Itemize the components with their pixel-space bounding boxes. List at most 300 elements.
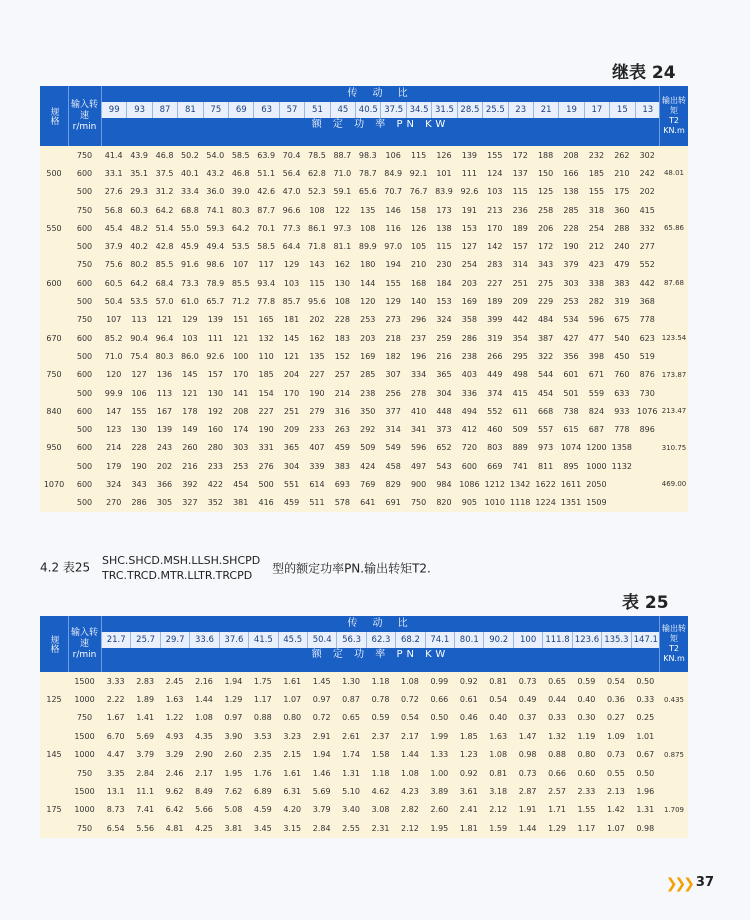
power-cell: 334 [410, 370, 427, 380]
speed-cell: 500 [76, 351, 93, 361]
ratio-7: 57 [279, 102, 304, 118]
power-cell: 8.49 [195, 787, 213, 797]
power-cell: 99.9 [104, 388, 123, 398]
speed-cell: 600 [76, 443, 93, 453]
ratio-17: 135.3 [601, 632, 630, 648]
power-cell: 253 [233, 461, 249, 471]
power-cell: 209 [283, 425, 300, 435]
power-cell: 110 [258, 351, 274, 361]
torque-cell: 48.01 [663, 169, 685, 178]
ratio-4: 37.6 [219, 632, 248, 648]
power-cell: 64.4 [282, 242, 301, 252]
power-cell: 1212 [484, 479, 505, 489]
speed-cell: 500 [76, 461, 93, 471]
power-cell: 352 [207, 498, 223, 508]
power-cell: 534 [563, 315, 579, 325]
power-cell: 339 [309, 461, 325, 471]
power-cell: 27.6 [104, 187, 123, 197]
power-cell: 327 [182, 498, 198, 508]
power-cell: 33.4 [181, 187, 199, 197]
power-cell: 552 [487, 406, 503, 416]
power-cell: 1.85 [459, 731, 478, 741]
power-cell: 415 [512, 388, 528, 398]
table-row [40, 457, 688, 475]
power-cell: 33.1 [104, 168, 123, 178]
power-cell: 8.73 [106, 805, 125, 815]
ratio-10: 40.5 [355, 102, 380, 118]
power-cell: 115 [309, 278, 325, 288]
power-cell: 615 [563, 425, 579, 435]
power-cell: 108 [334, 297, 350, 307]
power-cell: 270 [106, 498, 122, 508]
power-cell: 3.18 [489, 787, 508, 797]
table-row [40, 420, 688, 438]
power-values [101, 169, 660, 178]
power-cell: 92.1 [409, 168, 428, 178]
power-cell: 139 [461, 150, 478, 160]
power-cell: 540 [614, 333, 630, 343]
power-cell: 89.9 [358, 242, 377, 252]
power-cell: 121 [283, 351, 300, 361]
power-cell: 778 [614, 425, 630, 435]
power-cell: 233 [309, 425, 325, 435]
power-values [101, 462, 660, 471]
power-cell [635, 498, 660, 507]
power-cell: 0.25 [636, 713, 655, 723]
power-cell: 687 [588, 425, 605, 435]
power-cell: 373 [436, 425, 452, 435]
power-cell: 92.6 [206, 351, 225, 361]
power-cell: 1200 [586, 443, 607, 453]
power-cell: 277 [639, 242, 655, 252]
table25-header [40, 616, 688, 672]
power-cell: 652 [436, 443, 452, 453]
power-cell: 448 [436, 406, 452, 416]
power-cell: 260 [182, 443, 198, 453]
power-cell: 675 [614, 315, 630, 325]
power-cell: 113 [156, 388, 173, 398]
power-cell: 614 [309, 479, 325, 489]
power-cell: 319 [487, 333, 503, 343]
power-cell: 208 [563, 150, 579, 160]
table24-header [40, 86, 688, 146]
power-cell: 365 [283, 443, 300, 453]
power-cell: 74.1 [206, 205, 225, 215]
power-cell: 331 [258, 443, 274, 453]
power-cell: 182 [385, 351, 401, 361]
power-cell: 106 [385, 150, 401, 160]
power-cell: 484 [537, 315, 554, 325]
power-cell: 50.4 [104, 297, 123, 307]
power-cell: 71.8 [308, 242, 326, 252]
power-cell: 2.61 [342, 731, 360, 741]
speed-header: 输入转速 r/min [68, 86, 102, 146]
power-cell: 155 [385, 278, 401, 288]
power-cell: 1.18 [371, 768, 390, 778]
power-cell: 29.3 [130, 187, 149, 197]
power-cell: 81.1 [333, 242, 352, 252]
power-cell: 0.73 [518, 676, 537, 686]
power-cell: 2.91 [312, 731, 331, 741]
ratio-6: 45.5 [278, 632, 307, 648]
power-cell: 213 [487, 205, 503, 215]
power-cell: 1.00 [430, 768, 449, 778]
power-cell: 3.40 [342, 805, 360, 815]
power-cell: 0.33 [548, 713, 566, 723]
power-cell: 233 [207, 461, 223, 471]
power-cell: 43.2 [206, 168, 225, 178]
power-cell: 900 [410, 479, 427, 489]
power-cell: 155 [131, 406, 147, 416]
power-cell: 0.33 [636, 695, 655, 705]
power-cell: 0.65 [342, 713, 360, 723]
ratio-14: 28.5 [457, 102, 482, 118]
ratio-11: 74.1 [425, 632, 454, 648]
power-cell: 295 [512, 351, 528, 361]
power-cell: 146 [385, 205, 401, 215]
power-cell: 208 [233, 406, 249, 416]
power-values [101, 315, 660, 324]
power-cell: 392 [182, 479, 198, 489]
power-cell: 0.66 [548, 768, 566, 778]
power-cell: 122 [334, 205, 350, 215]
table-row [40, 347, 688, 365]
power-cell: 240 [614, 242, 630, 252]
power-cell: 2.31 [371, 823, 390, 833]
power-cell: 127 [461, 242, 478, 252]
power-cell: 0.54 [606, 676, 625, 686]
power-cell: 280 [207, 443, 223, 453]
table-row [40, 292, 688, 310]
power-cell: 398 [588, 351, 605, 361]
power-cell: 4.62 [371, 787, 390, 797]
power-cell: 88.7 [333, 150, 352, 160]
torque-cell: 87.68 [663, 279, 685, 288]
table-row [40, 709, 688, 727]
power-cell: 338 [588, 278, 605, 288]
power-cell: 64.2 [130, 278, 149, 288]
power-cell: 218 [385, 333, 401, 343]
power-cell: 160 [207, 425, 223, 435]
power-cell: 2.17 [401, 731, 419, 741]
power-cell: 544 [537, 370, 554, 380]
power-cell: 143 [309, 260, 325, 270]
power-cell: 2.46 [165, 768, 184, 778]
power-cell: 0.59 [371, 713, 390, 723]
power-cell: 3.33 [106, 676, 125, 686]
power-cell: 1132 [611, 461, 632, 471]
power-cell: 100 [233, 351, 249, 361]
speed-cell: 500 [76, 425, 93, 435]
power-values [101, 370, 660, 379]
table-row [40, 819, 688, 837]
power-cell: 126 [436, 150, 452, 160]
ratio-19: 17 [584, 102, 609, 118]
power-cell: 1.63 [165, 695, 184, 705]
speed-cell: 750 [76, 713, 93, 723]
power-cell: 1.17 [577, 823, 596, 833]
power-cell: 1.44 [518, 823, 537, 833]
ratio-2: 87 [152, 102, 177, 118]
chevron-icon: ❯❯❯ [665, 876, 692, 892]
power-cell: 45.4 [104, 223, 123, 233]
table25-caption: 4.2 表25 SHC.SHCD.MSH.LLSH.SHCPD TRC.TRCD.MTR.LLTR.TRCPD 型的额定功率PN.输出转矩T2. [40, 554, 431, 582]
power-cell: 286 [461, 333, 478, 343]
power-cell: 811 [537, 461, 554, 471]
power-cell: 4.25 [195, 823, 213, 833]
power-cell: 1.31 [636, 805, 655, 815]
power-cell: 283 [487, 260, 503, 270]
size-cell: 670 [46, 333, 62, 343]
power-cell: 238 [461, 351, 478, 361]
power-cell: 70.4 [282, 150, 301, 160]
power-cell: 121 [233, 333, 249, 343]
speed-cell: 1500 [74, 676, 95, 686]
power-cell: 1.29 [224, 695, 243, 705]
power-cell: 720 [461, 443, 478, 453]
power-cell: 1358 [611, 443, 632, 453]
speed-cell: 600 [76, 223, 93, 233]
power-cell: 130 [207, 388, 223, 398]
power-cell: 0.92 [459, 768, 478, 778]
power-cell: 5.10 [342, 787, 360, 797]
power-cell: 120 [106, 370, 122, 380]
power-cell: 86.0 [181, 351, 199, 361]
power-cell: 2.13 [606, 787, 625, 797]
power-cell: 144 [360, 278, 376, 288]
power-cell: 829 [385, 479, 401, 489]
power-cell: 145 [182, 370, 198, 380]
power-cell: 354 [512, 333, 528, 343]
table-row [40, 219, 688, 237]
power-cell: 2.22 [106, 695, 125, 705]
power-cell: 189 [512, 223, 528, 233]
power-cell: 896 [639, 425, 655, 435]
table25-body [40, 672, 688, 838]
power-cell: 64.2 [155, 205, 174, 215]
power-cell: 92.6 [460, 187, 479, 197]
power-cell: 57.0 [155, 297, 174, 307]
power-cell: 145 [283, 333, 300, 343]
power-cell: 228 [131, 443, 147, 453]
power-cell: 4.93 [165, 731, 184, 741]
power-cell: 1.08 [489, 750, 508, 760]
power-cell [635, 480, 660, 489]
ratio-17: 21 [533, 102, 558, 118]
size-cell: 125 [46, 695, 62, 705]
table24-title: 继表 24 [612, 63, 676, 83]
ratio-6: 63 [253, 102, 278, 118]
power-cell: 127 [131, 370, 147, 380]
power-cell: 155 [588, 187, 605, 197]
speed-cell: 1500 [74, 731, 95, 741]
power-cell: 60.3 [130, 205, 149, 215]
power-cell: 169 [461, 297, 478, 307]
power-cell: 286 [131, 498, 147, 508]
power-cell: 3.08 [371, 805, 390, 815]
power-cell: 1.99 [430, 731, 449, 741]
power-cell: 1.33 [430, 750, 449, 760]
power-cell: 75.4 [130, 351, 149, 361]
ratio-8: 56.3 [336, 632, 365, 648]
power-cell: 360 [614, 205, 630, 215]
power-cell: 0.97 [312, 695, 331, 705]
table-row [40, 764, 688, 782]
power-values [101, 443, 660, 452]
power-cell: 304 [283, 461, 300, 471]
power-cell: 1.46 [312, 768, 331, 778]
power-cell: 251 [283, 406, 300, 416]
power-cell: 876 [639, 370, 655, 380]
power-cell: 4.23 [401, 787, 419, 797]
power-cell: 3.79 [136, 750, 155, 760]
power-cell: 2.16 [195, 676, 213, 686]
power-cell: 7.41 [136, 805, 155, 815]
power-values [101, 824, 660, 833]
power-cell: 3.15 [283, 823, 302, 833]
ratio-14: 100 [513, 632, 542, 648]
ratio-20: 15 [609, 102, 634, 118]
power-cell: 0.30 [577, 713, 596, 723]
power-cell: 1.29 [548, 823, 566, 833]
power-values [101, 677, 660, 686]
power-cell: 185 [258, 370, 274, 380]
power-cell: 3.90 [224, 731, 243, 741]
power-cell: 2.12 [401, 823, 419, 833]
power-cell: 0.49 [518, 695, 537, 705]
power-cell: 48.2 [130, 223, 149, 233]
table-row [40, 329, 688, 347]
power-cell: 0.61 [459, 695, 478, 705]
power-cell: 0.98 [636, 823, 655, 833]
power-cell: 257 [334, 370, 350, 380]
table-row [40, 782, 688, 800]
power-cell: 138 [436, 223, 452, 233]
power-cell: 314 [385, 425, 401, 435]
power-cell: 2.83 [136, 676, 155, 686]
torque-header: 输出转矩 T2 KN.m [659, 86, 688, 146]
power-title: 额 定 功 率 PN KW [311, 649, 450, 660]
power-cell: 6.89 [253, 787, 272, 797]
speed-cell: 500 [76, 242, 93, 252]
table-row [40, 256, 688, 274]
power-cell: 3.29 [165, 750, 184, 760]
power-cell: 0.65 [548, 676, 566, 686]
power-cell: 214 [106, 443, 122, 453]
power-cell: 303 [233, 443, 249, 453]
power-cell: 172 [537, 242, 554, 252]
power-cell: 6.31 [283, 787, 302, 797]
power-cell: 101 [436, 168, 452, 178]
power-cell: 343 [131, 479, 147, 489]
power-cell: 165 [258, 315, 274, 325]
power-cell: 135 [309, 351, 325, 361]
power-cell: 76.7 [409, 187, 428, 197]
power-cell: 39.0 [231, 187, 250, 197]
power-cell [635, 462, 660, 471]
power-cell: 6.70 [106, 731, 125, 741]
power-cell: 13.1 [106, 787, 125, 797]
power-cell: 1.63 [489, 731, 508, 741]
power-values [101, 151, 660, 160]
power-cell: 1.44 [401, 750, 419, 760]
table-row [40, 384, 688, 402]
power-cell: 387 [537, 333, 554, 343]
power-cell: 31.2 [155, 187, 174, 197]
power-cell: 0.81 [489, 768, 508, 778]
power-cell: 115 [410, 150, 427, 160]
power-cell: 319 [614, 297, 630, 307]
power-cell: 97.0 [384, 242, 403, 252]
power-cell: 381 [233, 498, 249, 508]
power-cell: 0.80 [577, 750, 596, 760]
power-cell: 1.18 [371, 676, 390, 686]
size-cell: 175 [46, 805, 62, 815]
power-cell: 559 [588, 388, 605, 398]
power-cell: 1.61 [283, 768, 302, 778]
power-cell: 153 [436, 297, 452, 307]
power-cell: 350 [360, 406, 376, 416]
size-cell: 145 [46, 750, 62, 760]
power-cell: 97.3 [333, 223, 352, 233]
power-cell: 65.7 [206, 297, 225, 307]
ratio-3: 33.6 [189, 632, 218, 648]
power-cell: 107 [106, 315, 122, 325]
power-cell: 303 [563, 278, 579, 288]
torque-header: 输出转矩 T2 KN.m [659, 616, 688, 672]
power-cell: 422 [207, 479, 223, 489]
power-cell: 237 [410, 333, 427, 343]
power-values [101, 695, 660, 704]
power-cell: 416 [258, 498, 274, 508]
power-cell: 40.1 [181, 168, 199, 178]
power-cell: 454 [537, 388, 554, 398]
power-cell: 442 [512, 315, 528, 325]
ratio-13: 31.5 [431, 102, 456, 118]
power-cell: 0.54 [401, 713, 419, 723]
power-cell: 210 [614, 168, 630, 178]
power-cell: 53.5 [231, 242, 250, 252]
ratio-9: 45 [330, 102, 355, 118]
power-cell: 1224 [535, 498, 556, 508]
table-row [40, 146, 688, 164]
power-cell: 190 [131, 461, 147, 471]
power-cell: 71.0 [104, 351, 123, 361]
power-cell: 1076 [637, 406, 658, 416]
power-cell: 543 [436, 461, 452, 471]
power-cell: 0.88 [253, 713, 272, 723]
table-row [40, 690, 688, 708]
power-cell: 623 [639, 333, 655, 343]
power-values [101, 224, 660, 233]
power-values [101, 750, 660, 759]
power-cell: 454 [233, 479, 249, 489]
power-cell: 253 [563, 297, 579, 307]
power-cell: 125 [537, 187, 554, 197]
power-cell: 96.6 [282, 205, 301, 215]
torque-cell: 213.47 [661, 407, 687, 416]
power-cell: 1509 [586, 498, 607, 508]
power-cell: 1.89 [136, 695, 155, 705]
ratio-16: 123.6 [572, 632, 601, 648]
power-cell: 552 [639, 260, 655, 270]
power-cell: 139 [207, 315, 223, 325]
power-cell: 889 [512, 443, 528, 453]
power-cell: 78.5 [308, 150, 326, 160]
power-cell: 307 [385, 370, 401, 380]
power-cell: 50.2 [181, 150, 199, 160]
power-cell: 236 [512, 205, 528, 215]
